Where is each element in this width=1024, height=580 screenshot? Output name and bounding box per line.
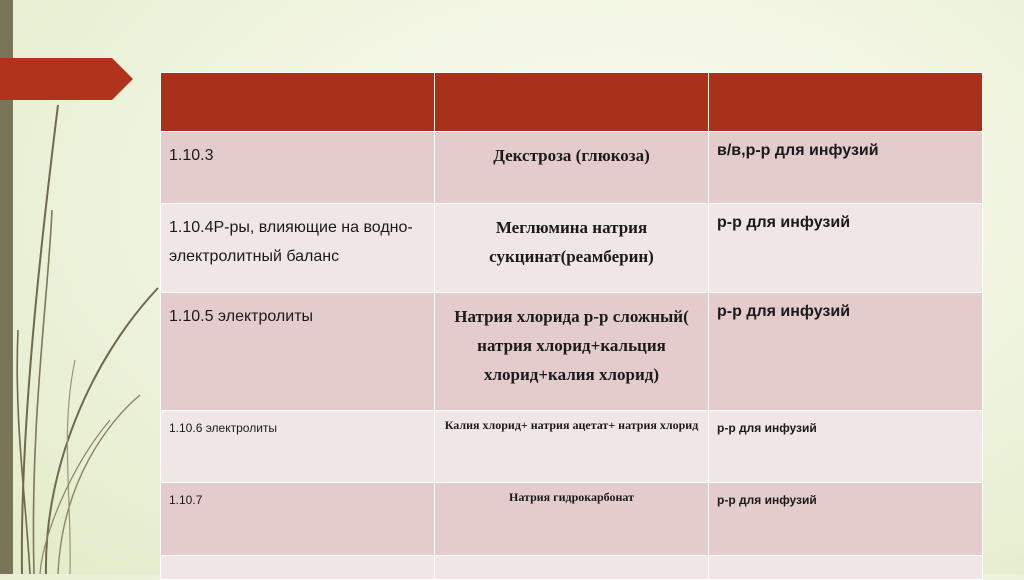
form-cell: в/в,р-р для инфузий [709,132,983,204]
table-row [161,483,983,556]
drug-cell: Натрия гидрокарбонат [435,483,709,556]
partial-cell [435,556,709,580]
form-cell: р-р для инфузий [709,483,983,556]
header-cell [161,73,435,132]
form-cell: р-р для инфузий [709,204,983,293]
code-cell: 1.10.3 [161,132,435,204]
drug-cell: Натрия хлорида р-р сложный( натрия хлорид+кальция хлорид+калия хлорид) [435,293,709,411]
drug-cell: Калия хлорид+ натрия ацетат+ натрия хлорид [435,411,709,483]
table-row [161,132,983,204]
form-cell: р-р для инфузий [709,411,983,483]
drug-table [160,72,983,580]
form-cell: р-р для инфузий [709,293,983,411]
partial-cell [709,556,983,580]
table-row-partial [161,556,983,580]
code-cell: 1.10.4Р-ры, влияющие на водно-электролитный баланс [161,204,435,293]
code-cell: 1.10.5 электролиты [161,293,435,411]
drug-cell: Меглюмина натрия сукцинат(реамберин) [435,204,709,293]
drug-cell: Декстроза (глюкоза) [435,132,709,204]
table-row [161,204,983,293]
table-row [161,293,983,411]
partial-cell [161,556,435,580]
code-cell: 1.10.6 электролиты [161,411,435,483]
header-cell [709,73,983,132]
header-cell [435,73,709,132]
table-header-row [161,73,983,132]
table-row [161,411,983,483]
code-cell: 1.10.7 [161,483,435,556]
arrow-decoration [0,58,134,102]
